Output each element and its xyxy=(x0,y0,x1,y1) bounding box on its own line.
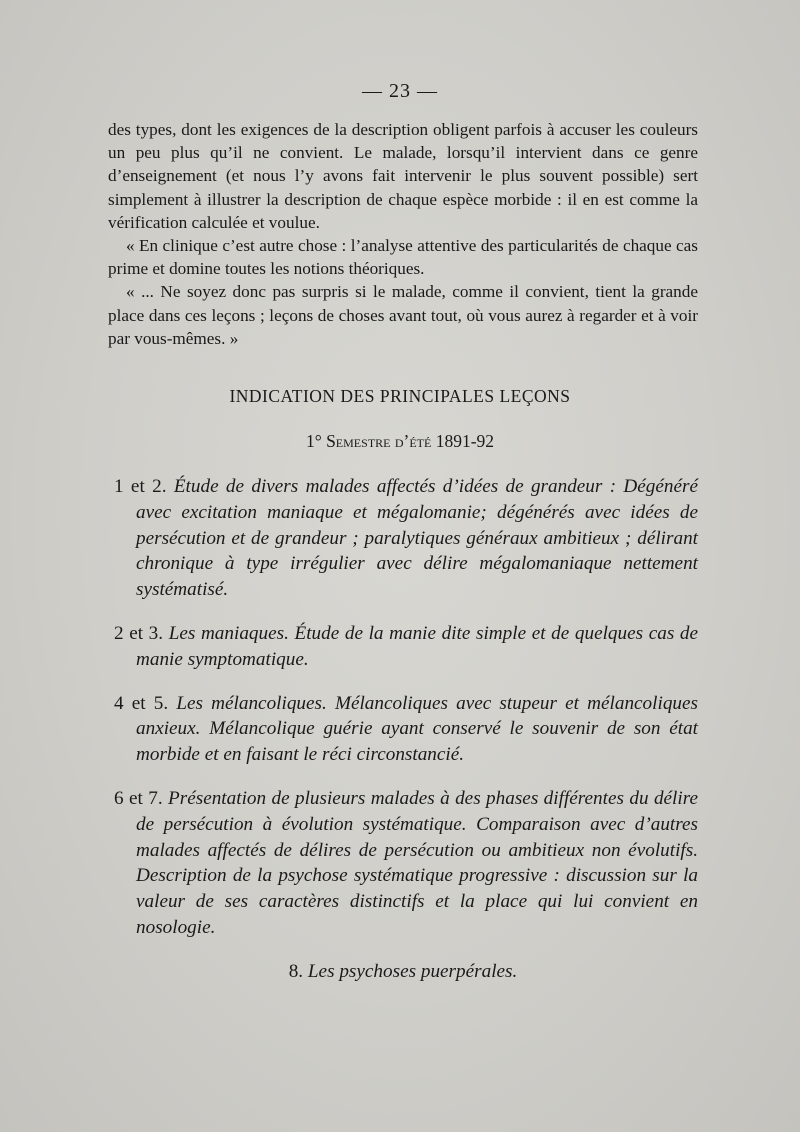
lesson-number: 4 et 5. xyxy=(114,692,169,714)
lesson-number: 8. xyxy=(288,960,304,982)
section-heading: INDICATION DES PRINCIPALES LEÇONS xyxy=(229,386,571,406)
lesson-text: Les psychoses puerpérales. xyxy=(307,960,518,982)
lesson-text: Les mélancoliques. Mélancoliques avec stupeur et mélancoliques anxieux. Mélancolique guérie ayant conservé le souvenir de son état morbide et en faisant le réci circonstancié. xyxy=(136,692,698,766)
lesson-number: 2 et 3. xyxy=(114,622,164,644)
lesson-text: Étude de divers malades affectés d’idées de grandeur : Dégénéré avec excitation maniaque et mégalomanie; dégénérés avec idées de persécution et de grandeur ; paralytiques généraux ambitieux ; délirant chronique à type irrégulier avec délire mégalomaniaque nettement systématisé. xyxy=(136,476,698,601)
lesson-text: Présentation de plusieurs malades à des phases différentes du délire de persécution à évolution systématique. Comparaison avec d’autres malades affectés de délires de persécution ou ambitieux non évolutifs. Description de la psychose systématique progressive : discussion sur la valeur de ses caractères distinctifs et la place qui lui convient en nosologie. xyxy=(136,787,698,938)
semester-subheading: 1° Semestre d’été 1891-92 xyxy=(305,431,495,451)
lesson-number: 6 et 7. xyxy=(114,787,163,809)
lesson-number: 1 et 2. xyxy=(114,476,167,497)
lesson-list xyxy=(108,474,698,985)
lesson-text: Les maniaques. Étude de la manie dite simple et de quelques cas de manie symptomatique. xyxy=(136,622,699,670)
intro-paragraph: des types, dont les exigences de la description obligent parfois à accuser les couleurs un peu plus qu’il ne convient. Le malade, lorsqu’il intervient dans ce genre d’enseignement (et nous l’y avons fait intervenir le plus souvent possible) sert simplement à illustrer la description de chaque espèce morbide : il en est comme la vérification calculée et voulue. xyxy=(108,120,698,232)
lesson-item xyxy=(108,621,698,673)
intro-paragraph: « ... Ne soyez donc pas surpris si le malade, comme il convient, tient la grande place dans ces leçons ; leçons de choses avant tout, où vous aurez à regarder et à voir par vous-mêmes. » xyxy=(108,282,698,348)
lesson-item xyxy=(108,786,698,941)
page-number: — 23 — xyxy=(362,80,438,102)
lesson-item xyxy=(108,474,698,603)
lesson-item xyxy=(108,959,698,985)
intro-paragraph: « En clinique c’est autre chose : l’analyse attentive des particularités de chaque cas prime et domine toutes les notions théoriques. xyxy=(108,236,698,279)
intro-text xyxy=(108,118,698,350)
lesson-item xyxy=(108,691,698,768)
